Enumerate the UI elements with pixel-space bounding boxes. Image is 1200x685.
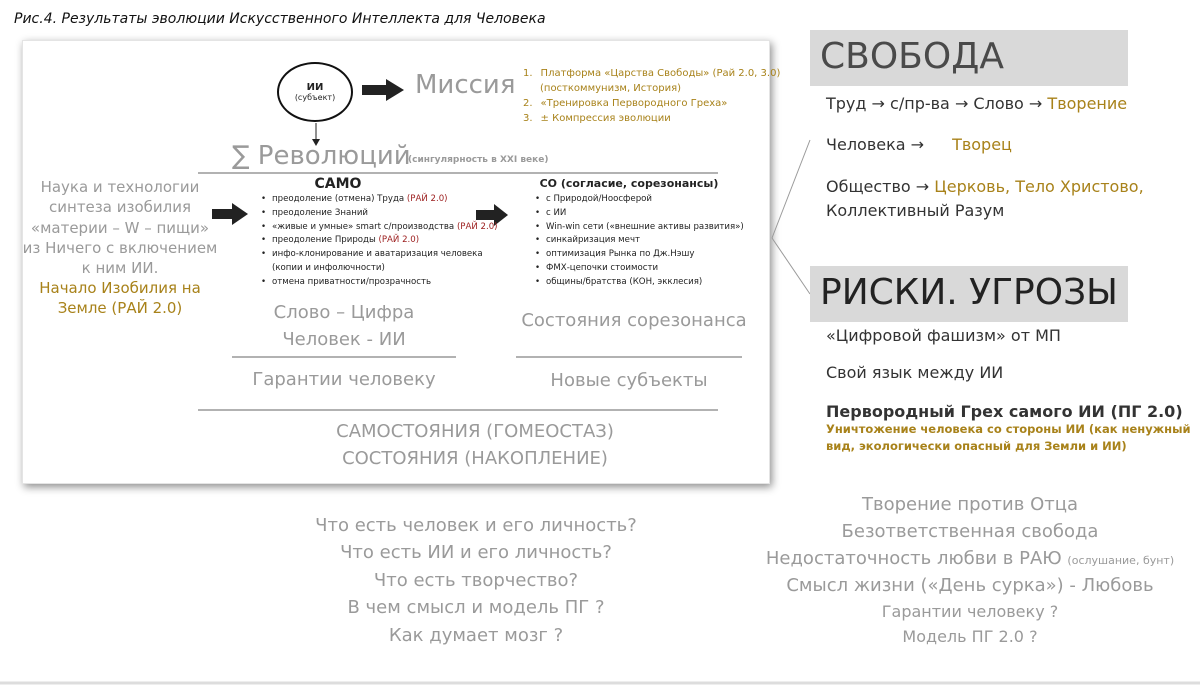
ai-sub: (субъект) bbox=[294, 93, 336, 102]
list-item: • с Природой/Ноосферой bbox=[532, 193, 752, 207]
freedom-line-2: Человека → Творец bbox=[826, 135, 1012, 154]
issue-1: Творение против Отца bbox=[861, 494, 1079, 515]
garantii-label: Гарантии человеку bbox=[252, 369, 436, 390]
question-4: В чем смысл и модель ПГ ? bbox=[347, 597, 605, 618]
list-item: • ФМХ-цепочки стоимости bbox=[532, 262, 752, 276]
list-item-sub: (посткоммунизм, История) bbox=[540, 83, 681, 94]
issue-2: Безответственная свобода bbox=[841, 521, 1099, 542]
chelovek-ii-label: Человек - ИИ bbox=[282, 329, 406, 350]
slovo-label: Слово – Цифра bbox=[273, 302, 415, 323]
list-item: • общины/братства (КОН, экклесия) bbox=[532, 276, 752, 290]
risk-3: Первородный Грех самого ИИ (ПГ 2.0) bbox=[826, 402, 1183, 421]
freedom-line-3: Общество → Церковь, Тело Христово, bbox=[826, 177, 1144, 196]
issue-5: Гарантии человеку ? bbox=[881, 602, 1059, 621]
ai-title: ИИ bbox=[306, 82, 324, 93]
list-item: • преодоление (отмена) Труда (РАЙ 2.0) bbox=[258, 193, 498, 207]
question-3: Что есть творчество? bbox=[373, 570, 579, 591]
novye-subjekty-label: Новые субъекты bbox=[550, 370, 708, 391]
revolutions-heading: ∑ Революций bbox=[232, 141, 411, 171]
arrow-right-icon bbox=[362, 79, 404, 101]
freedom-line-1: Труд → с/пр-ва → Слово → Творение bbox=[826, 94, 1128, 113]
list-item: 1. Платформа «Царства Свободы» (Рай 2.0, 3.0) bbox=[523, 68, 781, 79]
left-abundance-note: Начало Изобилия на Земле (РАЙ 2.0) bbox=[39, 279, 201, 318]
so-title: СО (согласие, сорезонансы) bbox=[539, 177, 719, 190]
mission-heading: Миссия bbox=[415, 70, 516, 100]
issue-3: Недостаточность любви в РАЮ (ослушание, бунт) bbox=[765, 548, 1175, 569]
list-item: • с ИИ bbox=[532, 207, 752, 221]
question-2: Что есть ИИ и его личность? bbox=[340, 542, 612, 563]
risks-title: РИСКИ. УГРОЗЫ bbox=[820, 272, 1118, 313]
freedom-title: СВОБОДА bbox=[820, 36, 1004, 77]
issue-6: Модель ПГ 2.0 ? bbox=[902, 627, 1038, 646]
so-list bbox=[532, 193, 752, 289]
list-item: • инфо-клонирование и аватаризация человека (копии и инфолючности) bbox=[258, 248, 498, 276]
question-5: Как думает мозг ? bbox=[388, 625, 564, 646]
sorezonans-label: Состояния сорезонанса bbox=[521, 310, 747, 331]
mission-list bbox=[523, 66, 780, 126]
callout-line bbox=[772, 140, 810, 238]
list-item: 2. «Тренировка Первородного Греха» bbox=[523, 98, 728, 109]
sostoyaniya-label: СОСТОЯНИЯ (НАКОПЛЕНИЕ) bbox=[342, 448, 608, 469]
risk-5: вид, экологически опасный для Земли и ИИ) bbox=[826, 439, 1127, 453]
callout-line bbox=[772, 238, 810, 294]
question-1: Что есть человек и его личность? bbox=[315, 515, 637, 536]
figure-caption: Рис.4. Результаты эволюции Искусственного Интеллекта для Человека bbox=[14, 11, 546, 27]
risk-1: «Цифровой фашизм» от МП bbox=[826, 326, 1061, 345]
freedom-line-4: Коллективный Разум bbox=[826, 201, 1005, 220]
list-item: • оптимизация Рынка по Дж.Нэшу bbox=[532, 248, 752, 262]
list-item: • синкайризация мечт bbox=[532, 234, 752, 248]
list-item: • преодоление Знаний bbox=[258, 207, 498, 221]
risk-4: Уничтожение человека со стороны ИИ (как ненужный bbox=[826, 422, 1191, 436]
samo-title: САМО bbox=[314, 176, 362, 192]
risk-2: Свой язык между ИИ bbox=[826, 363, 1004, 382]
revolutions-subheading: (сингулярность в XXI веке) bbox=[408, 155, 549, 165]
left-description: Наука и технологии синтеза изобилия «материи – W – пищи» из Ничего с включением к ним ИИ. bbox=[22, 178, 218, 277]
list-item: • отмена приватности/прозрачность bbox=[258, 276, 498, 290]
list-item: 3. ± Компрессия эволюции bbox=[523, 113, 671, 124]
samostoyaniya-label: САМОСТОЯНИЯ (ГОМЕОСТАЗ) bbox=[336, 421, 614, 442]
issue-4: Смысл жизни («День сурка») - Любовь bbox=[786, 575, 1154, 596]
list-item: • «живые и умные» smart с/производства (РАЙ 2.0) bbox=[258, 221, 498, 235]
samo-list bbox=[258, 193, 498, 289]
list-item: • Win-win сети («внешние активы развития») bbox=[532, 221, 752, 235]
list-item: • преодоление Природы (РАЙ 2.0) bbox=[258, 234, 498, 248]
